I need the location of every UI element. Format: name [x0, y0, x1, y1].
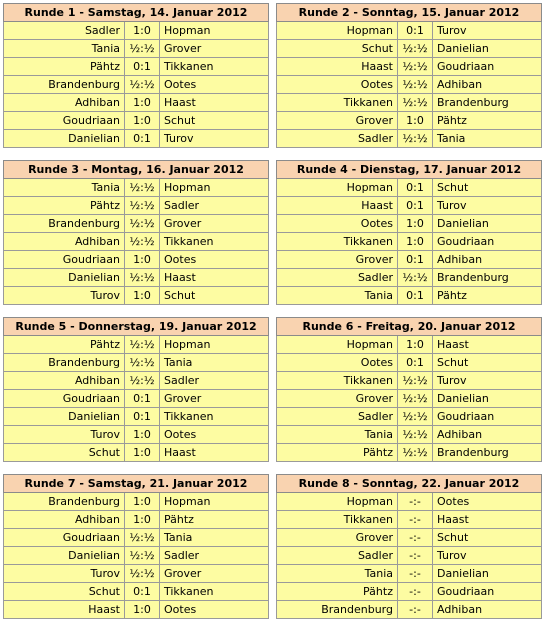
game-row: [277, 251, 542, 269]
white-player: Ootes: [277, 215, 398, 233]
game-result: 0:1: [125, 130, 160, 148]
black-player: Sadler: [160, 372, 269, 390]
game-result: -:-: [398, 529, 433, 547]
game-row: [4, 233, 269, 251]
round-table-6: [276, 317, 542, 462]
white-player: Goudriaan: [4, 390, 125, 408]
round-header-row: [277, 4, 542, 22]
black-player: Hopman: [160, 336, 269, 354]
black-player: Turov: [433, 547, 542, 565]
white-player: Danielian: [4, 408, 125, 426]
white-player: Schut: [4, 444, 125, 462]
black-player: Danielian: [433, 40, 542, 58]
game-result: 0:1: [125, 390, 160, 408]
black-player: Haast: [160, 269, 269, 287]
game-result: 1:0: [125, 94, 160, 112]
white-player: Schut: [277, 40, 398, 58]
game-result: 0:1: [125, 583, 160, 601]
round-title: Runde 7 - Samstag, 21. Januar 2012: [4, 475, 269, 493]
round-header-row: [277, 318, 542, 336]
game-result: ½:½: [398, 76, 433, 94]
game-row: [277, 76, 542, 94]
game-row: [4, 354, 269, 372]
white-player: Pähtz: [4, 336, 125, 354]
game-result: -:-: [398, 583, 433, 601]
white-player: Adhiban: [4, 233, 125, 251]
black-player: Grover: [160, 215, 269, 233]
white-player: Tania: [277, 287, 398, 305]
game-row: [277, 511, 542, 529]
black-player: Tikkanen: [160, 408, 269, 426]
white-player: Tania: [4, 179, 125, 197]
game-row: [277, 426, 542, 444]
white-player: Hopman: [277, 179, 398, 197]
game-result: 1:0: [125, 112, 160, 130]
game-result: ½:½: [398, 408, 433, 426]
black-player: Pähtz: [433, 112, 542, 130]
game-row: [4, 251, 269, 269]
game-row: [4, 76, 269, 94]
game-row: [4, 493, 269, 511]
white-player: Pähtz: [277, 583, 398, 601]
game-result: ½:½: [398, 372, 433, 390]
white-player: Danielian: [4, 269, 125, 287]
game-result: 0:1: [398, 197, 433, 215]
game-result: 0:1: [125, 58, 160, 76]
black-player: Brandenburg: [433, 269, 542, 287]
white-player: Sadler: [277, 547, 398, 565]
black-player: Goudriaan: [433, 408, 542, 426]
black-player: Adhiban: [433, 426, 542, 444]
white-player: Goudriaan: [4, 251, 125, 269]
black-player: Hopman: [160, 493, 269, 511]
game-result: ½:½: [125, 529, 160, 547]
round-title: Runde 3 - Montag, 16. Januar 2012: [4, 161, 269, 179]
game-result: ½:½: [398, 269, 433, 287]
round-title: Runde 4 - Dienstag, 17. Januar 2012: [277, 161, 542, 179]
round-title: Runde 6 - Freitag, 20. Januar 2012: [277, 318, 542, 336]
white-player: Tania: [4, 40, 125, 58]
white-player: Tania: [277, 426, 398, 444]
round-table-2: [276, 3, 542, 148]
white-player: Haast: [277, 58, 398, 76]
game-result: 1:0: [125, 493, 160, 511]
game-result: -:-: [398, 565, 433, 583]
game-result: ½:½: [125, 269, 160, 287]
round-table-8: [276, 474, 542, 619]
game-result: 1:0: [125, 287, 160, 305]
white-player: Brandenburg: [4, 76, 125, 94]
game-result: ½:½: [398, 390, 433, 408]
black-player: Tania: [160, 354, 269, 372]
game-result: 0:1: [398, 354, 433, 372]
game-row: [4, 197, 269, 215]
game-row: [277, 179, 542, 197]
black-player: Danielian: [433, 390, 542, 408]
black-player: Ootes: [160, 426, 269, 444]
game-result: ½:½: [125, 354, 160, 372]
game-row: [4, 372, 269, 390]
game-row: [4, 583, 269, 601]
black-player: Adhiban: [433, 76, 542, 94]
game-result: 1:0: [398, 112, 433, 130]
game-row: [277, 22, 542, 40]
game-result: 1:0: [398, 215, 433, 233]
game-result: 1:0: [125, 601, 160, 619]
round-title: Runde 8 - Sonntag, 22. Januar 2012: [277, 475, 542, 493]
white-player: Haast: [4, 601, 125, 619]
black-player: Grover: [160, 390, 269, 408]
black-player: Goudriaan: [433, 583, 542, 601]
white-player: Tikkanen: [277, 511, 398, 529]
game-row: [277, 583, 542, 601]
black-player: Sadler: [160, 197, 269, 215]
black-player: Grover: [160, 40, 269, 58]
white-player: Haast: [277, 197, 398, 215]
game-result: 1:0: [398, 336, 433, 354]
white-player: Turov: [4, 426, 125, 444]
game-result: ½:½: [125, 40, 160, 58]
game-row: [277, 601, 542, 619]
game-row: [277, 197, 542, 215]
game-result: 1:0: [125, 22, 160, 40]
game-result: ½:½: [125, 547, 160, 565]
game-row: [277, 444, 542, 462]
black-player: Haast: [433, 336, 542, 354]
white-player: Pähtz: [4, 197, 125, 215]
white-player: Sadler: [4, 22, 125, 40]
white-player: Tikkanen: [277, 233, 398, 251]
white-player: Sadler: [277, 130, 398, 148]
game-result: ½:½: [398, 444, 433, 462]
white-player: Brandenburg: [277, 601, 398, 619]
game-row: [4, 287, 269, 305]
white-player: Adhiban: [4, 511, 125, 529]
round-title: Runde 5 - Donnerstag, 19. Januar 2012: [4, 318, 269, 336]
white-player: Grover: [277, 112, 398, 130]
white-player: Danielian: [4, 130, 125, 148]
game-row: [277, 269, 542, 287]
white-player: Brandenburg: [4, 215, 125, 233]
round-table-7: [3, 474, 269, 619]
game-result: -:-: [398, 511, 433, 529]
black-player: Schut: [433, 529, 542, 547]
game-row: [4, 336, 269, 354]
black-player: Turov: [433, 22, 542, 40]
game-result: -:-: [398, 547, 433, 565]
white-player: Brandenburg: [4, 354, 125, 372]
game-result: 0:1: [398, 22, 433, 40]
round-header-row: [4, 475, 269, 493]
game-result: ½:½: [125, 197, 160, 215]
white-player: Adhiban: [4, 94, 125, 112]
game-row: [4, 529, 269, 547]
black-player: Tikkanen: [160, 583, 269, 601]
game-result: ½:½: [398, 94, 433, 112]
game-row: [277, 130, 542, 148]
round-title: Runde 1 - Samstag, 14. Januar 2012: [4, 4, 269, 22]
black-player: Ootes: [160, 76, 269, 94]
game-row: [4, 408, 269, 426]
black-player: Pähtz: [160, 511, 269, 529]
black-player: Goudriaan: [433, 233, 542, 251]
black-player: Brandenburg: [433, 444, 542, 462]
game-row: [4, 426, 269, 444]
game-row: [4, 390, 269, 408]
black-player: Grover: [160, 565, 269, 583]
black-player: Turov: [160, 130, 269, 148]
game-row: [277, 112, 542, 130]
game-row: [4, 112, 269, 130]
game-row: [4, 94, 269, 112]
game-result: 0:1: [398, 287, 433, 305]
white-player: Hopman: [277, 336, 398, 354]
black-player: Danielian: [433, 215, 542, 233]
game-row: [4, 547, 269, 565]
round-table-3: [3, 160, 269, 305]
game-result: 1:0: [125, 444, 160, 462]
game-result: -:-: [398, 493, 433, 511]
white-player: Adhiban: [4, 372, 125, 390]
black-player: Schut: [433, 179, 542, 197]
black-player: Brandenburg: [433, 94, 542, 112]
round-header-row: [277, 161, 542, 179]
white-player: Grover: [277, 390, 398, 408]
black-player: Ootes: [433, 493, 542, 511]
black-player: Turov: [433, 372, 542, 390]
game-row: [4, 179, 269, 197]
black-player: Adhiban: [433, 601, 542, 619]
black-player: Hopman: [160, 179, 269, 197]
game-row: [4, 58, 269, 76]
black-player: Schut: [433, 354, 542, 372]
round-header-row: [4, 4, 269, 22]
game-row: [277, 58, 542, 76]
game-row: [277, 408, 542, 426]
black-player: Schut: [160, 287, 269, 305]
black-player: Adhiban: [433, 251, 542, 269]
black-player: Haast: [160, 444, 269, 462]
white-player: Hopman: [277, 493, 398, 511]
game-result: ½:½: [125, 336, 160, 354]
game-result: ½:½: [398, 426, 433, 444]
game-result: ½:½: [398, 130, 433, 148]
game-row: [4, 565, 269, 583]
game-result: ½:½: [125, 233, 160, 251]
white-player: Tikkanen: [277, 372, 398, 390]
game-result: ½:½: [125, 215, 160, 233]
white-player: Goudriaan: [4, 529, 125, 547]
game-row: [4, 22, 269, 40]
game-result: 1:0: [125, 426, 160, 444]
game-row: [4, 40, 269, 58]
game-result: ½:½: [125, 565, 160, 583]
game-result: 0:1: [398, 179, 433, 197]
black-player: Haast: [160, 94, 269, 112]
game-result: 1:0: [125, 251, 160, 269]
round-table-4: [276, 160, 542, 305]
white-player: Tikkanen: [277, 94, 398, 112]
game-result: 1:0: [398, 233, 433, 251]
game-result: ½:½: [125, 179, 160, 197]
black-player: Haast: [433, 511, 542, 529]
white-player: Turov: [4, 287, 125, 305]
white-player: Schut: [4, 583, 125, 601]
white-player: Ootes: [277, 354, 398, 372]
game-row: [277, 233, 542, 251]
game-result: 0:1: [398, 251, 433, 269]
game-row: [277, 40, 542, 58]
black-player: Sadler: [160, 547, 269, 565]
black-player: Goudriaan: [433, 58, 542, 76]
white-player: Brandenburg: [4, 493, 125, 511]
black-player: Tania: [433, 130, 542, 148]
game-row: [277, 287, 542, 305]
game-row: [277, 215, 542, 233]
white-player: Ootes: [277, 76, 398, 94]
game-row: [4, 444, 269, 462]
game-row: [277, 336, 542, 354]
game-row: [277, 372, 542, 390]
game-result: ½:½: [125, 372, 160, 390]
game-row: [277, 390, 542, 408]
round-header-row: [4, 318, 269, 336]
game-row: [4, 511, 269, 529]
black-player: Tania: [160, 529, 269, 547]
black-player: Pähtz: [433, 287, 542, 305]
white-player: Pähtz: [277, 444, 398, 462]
black-player: Turov: [433, 197, 542, 215]
game-result: 1:0: [125, 511, 160, 529]
game-row: [277, 547, 542, 565]
round-title: Runde 2 - Sonntag, 15. Januar 2012: [277, 4, 542, 22]
black-player: Hopman: [160, 22, 269, 40]
black-player: Ootes: [160, 601, 269, 619]
round-table-1: [3, 3, 269, 148]
game-result: 0:1: [125, 408, 160, 426]
game-result: ½:½: [125, 76, 160, 94]
game-row: [277, 493, 542, 511]
white-player: Sadler: [277, 408, 398, 426]
white-player: Grover: [277, 251, 398, 269]
black-player: Tikkanen: [160, 233, 269, 251]
game-row: [4, 215, 269, 233]
black-player: Danielian: [433, 565, 542, 583]
game-row: [4, 269, 269, 287]
round-header-row: [277, 475, 542, 493]
white-player: Danielian: [4, 547, 125, 565]
game-result: -:-: [398, 601, 433, 619]
white-player: Hopman: [277, 22, 398, 40]
white-player: Tania: [277, 565, 398, 583]
game-row: [4, 601, 269, 619]
round-table-5: [3, 317, 269, 462]
black-player: Tikkanen: [160, 58, 269, 76]
game-row: [277, 354, 542, 372]
round-header-row: [4, 161, 269, 179]
white-player: Goudriaan: [4, 112, 125, 130]
black-player: Schut: [160, 112, 269, 130]
white-player: Turov: [4, 565, 125, 583]
white-player: Pähtz: [4, 58, 125, 76]
game-row: [277, 529, 542, 547]
game-row: [277, 94, 542, 112]
game-row: [277, 565, 542, 583]
game-result: ½:½: [398, 58, 433, 76]
white-player: Sadler: [277, 269, 398, 287]
game-result: ½:½: [398, 40, 433, 58]
black-player: Ootes: [160, 251, 269, 269]
game-row: [4, 130, 269, 148]
white-player: Grover: [277, 529, 398, 547]
